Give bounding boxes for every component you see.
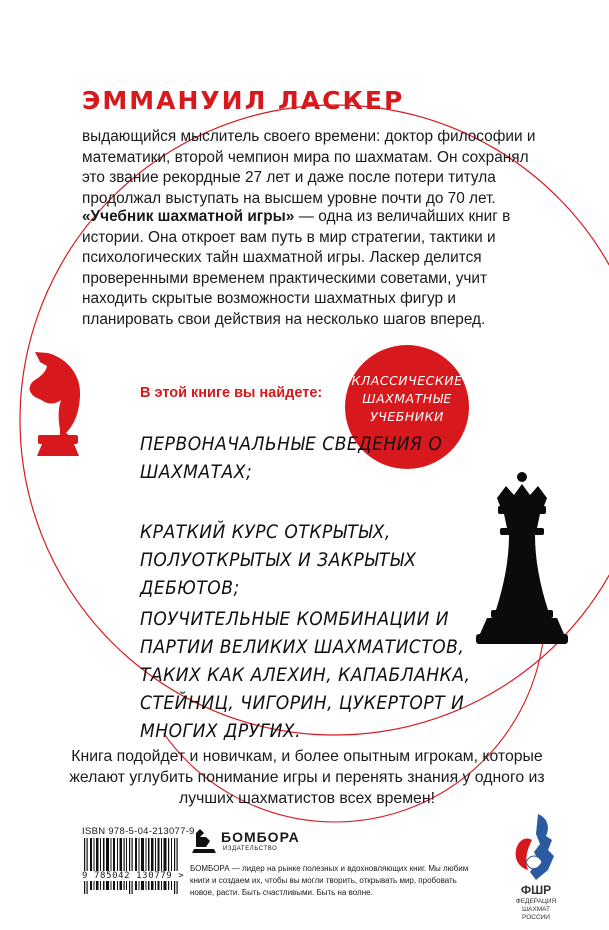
fshr-sub-line-3: РОССИИ bbox=[522, 914, 550, 921]
knight-icon bbox=[30, 352, 80, 456]
fshr-subtitle bbox=[500, 898, 572, 922]
description-text: — одна из величайших книг в истории. Она откроет вам путь в мир стратегии, тактики и психологических тайн шахматной игры. Ласкер делится проверенными временем практическими советами, учит находить скрытые возможности шахматных фигур и планировать свои действия на несколько шагов вперед. bbox=[82, 208, 511, 328]
feature-item-3: ПОУЧИТЕЛЬНЫЕ КОМБИНАЦИИ И ПАРТИИ ВЕЛИКИХ ШАХМАТИСТОВ, ТАКИХ КАК АЛЕХИН, КАПАБЛАНКА, СТЕЙНИЦ, ЧИГОРИН, ЦУКЕРТОРТ И МНОГИХ ДРУГИХ. bbox=[140, 608, 471, 742]
fshr-sub-line-2: ШАХМАТ bbox=[522, 906, 550, 913]
author-name: ЭММАНУИЛ ЛАСКЕР bbox=[82, 86, 405, 115]
publisher-logo-icon bbox=[190, 825, 220, 855]
badge-line-2: ШАХМАТНЫЕ bbox=[362, 391, 452, 406]
feature-item-1: ПЕРВОНАЧАЛЬНЫЕ СВЕДЕНИЯ О ШАХМАТАХ; bbox=[140, 433, 443, 483]
fshr-sub-line-1: ФЕДЕРАЦИЯ bbox=[515, 898, 557, 905]
closing-text: Книга подойдет и новичкам, и более опытным игрокам, которые желают углубить понимание игры и перенять знания у одного из лучших шахматистов всех времен! bbox=[69, 748, 545, 807]
publisher-sub: ИЗДАТЕЛЬСТВО bbox=[223, 846, 278, 852]
barcode bbox=[82, 838, 182, 896]
isbn: ISBN 978-5-04-213077-9 bbox=[82, 826, 195, 837]
publisher-tagline: БОМБОРА — лидер на рынке полезных и вдохновляющих книг. Мы любим книги и создаем их, чтобы вы могли творить, открывать мир, пробовать новое, расти. Быть счастливыми. Быть на волне. bbox=[190, 864, 469, 897]
badge-line-3: УЧЕБНИКИ bbox=[370, 409, 444, 424]
feature-item-2: КРАТКИЙ КУРС ОТКРЫТЫХ, ПОЛУОТКРЫТЫХ И ЗАКРЫТЫХ ДЕБЮТОВ; bbox=[140, 521, 417, 599]
series-badge-text bbox=[345, 372, 469, 426]
book-description bbox=[82, 207, 544, 330]
book-title: «Учебник шахматной игры» bbox=[82, 208, 295, 225]
publisher-name: БОМБОРА bbox=[221, 829, 300, 845]
barcode-number: 9 785042 130779 > bbox=[82, 871, 185, 881]
find-heading: В этой книге вы найдете: bbox=[140, 385, 323, 401]
fshr-logo-icon bbox=[508, 810, 562, 884]
badge-line-1: КЛАССИЧЕСКИЕ bbox=[351, 373, 463, 388]
author-bio: выдающийся мыслитель своего времени: доктор философии и математики, второй чемпион мира по шахматам. Он сохранял это звание рекордные 27 лет и даже после потери титула продолжал выступать на высшем уровне почти до 70 лет. bbox=[82, 128, 536, 207]
fshr-name: ФШР bbox=[520, 883, 552, 897]
